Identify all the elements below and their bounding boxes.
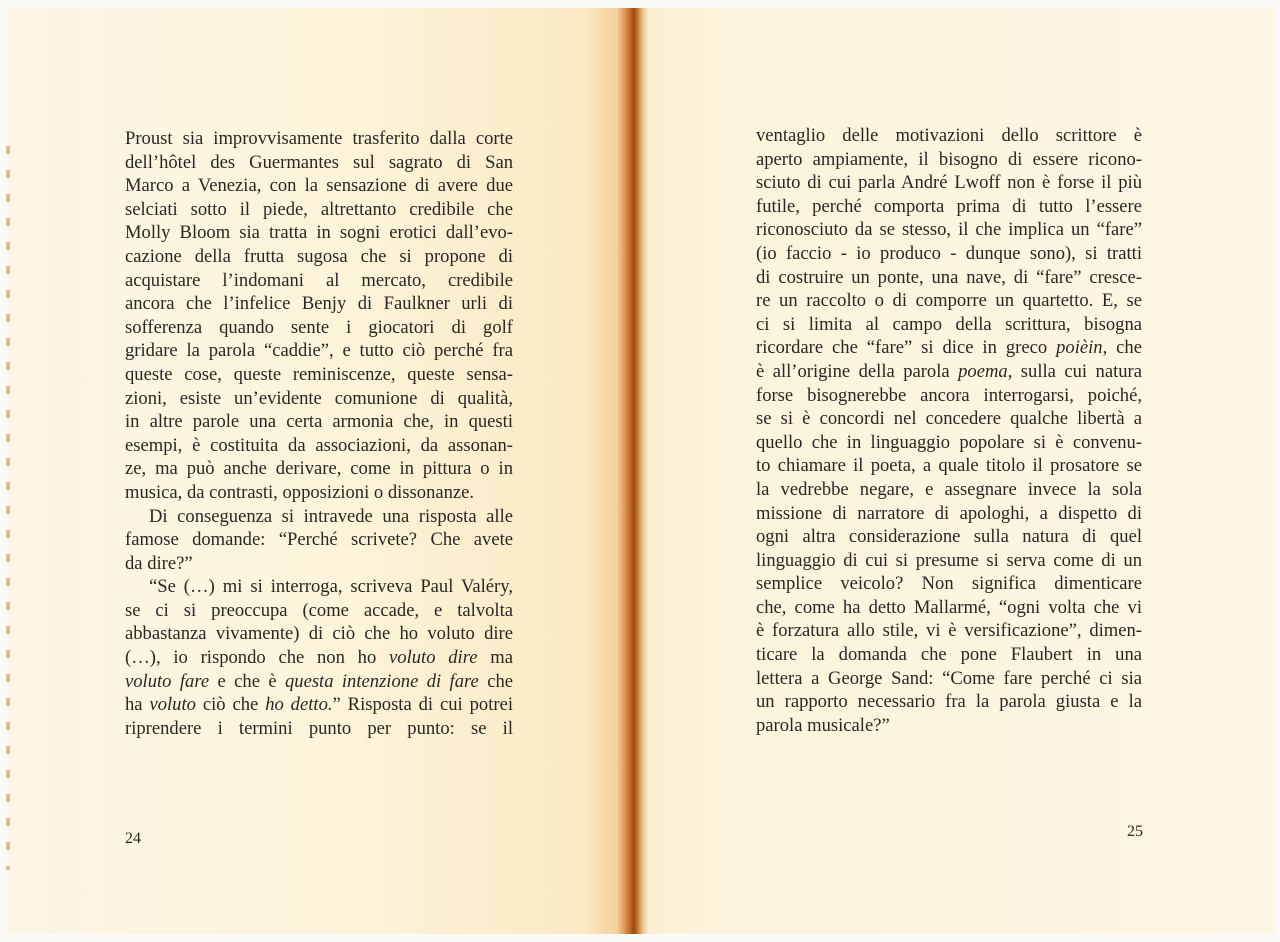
text-line	[125, 693, 513, 717]
italic-run: ho detto.	[265, 694, 333, 716]
text-line: Proust sia improvvisamente trasferito dalla corte	[125, 128, 513, 149]
italic-run: voluto fare	[125, 670, 210, 692]
text-line: un rapporto necessario fra la parola giusta e la	[756, 691, 1142, 713]
text-line	[756, 360, 1142, 384]
text-line	[125, 670, 513, 694]
text-line: zioni, esiste un’evidente comunione di qualità,	[125, 387, 513, 409]
text-line: acquistare l’indomani al mercato, credibile	[125, 269, 513, 291]
text-line: è forzatura allo stile, vi è versificazione”, dimen-	[756, 620, 1142, 642]
text-line: forse bisognerebbe ancora interrogarsi, poiché,	[756, 384, 1142, 406]
text-line: re un raccolto o di comporre un quartetto. E, se	[756, 290, 1142, 312]
right-page-body-text	[756, 124, 1142, 737]
text-line: se si è concordi nel concedere qualche libertà a	[756, 408, 1142, 430]
text-line: missione di narratore di apologhi, a dispetto di	[756, 502, 1142, 524]
text-line: se ci si preoccupa (come accade, e talvolta	[125, 599, 513, 621]
text-line: sofferenza quando sente i giocatori di golf	[125, 316, 513, 338]
text-line: selciati sotto il piede, altrettanto credibile che	[125, 198, 513, 220]
italic-run: poema	[958, 360, 1008, 382]
page-edge-marks	[6, 130, 10, 870]
text-line: lettera a George Sand: “Come fare perché ci sia	[756, 667, 1142, 689]
text-line: ventaglio delle motivazioni dello scrittore è	[756, 125, 1142, 146]
text-line: di costruire un ponte, una nave, di “fare” cresce-	[756, 266, 1142, 288]
text-line: “Se (…) mi si interroga, scriveva Paul Valéry,	[149, 576, 513, 598]
italic-run: poièin	[1056, 337, 1103, 359]
text-line: parola musicale?”	[756, 714, 890, 736]
text-line: queste cose, queste reminiscenze, queste sensa-	[125, 363, 513, 385]
text-run: è all’origine della parola	[756, 360, 959, 382]
text-line: in altre parole una certa armonia che, in questi	[125, 411, 513, 433]
text-line: abbastanza vivamente) di ciò che ho voluto dire	[125, 623, 513, 645]
text-line: cazione della frutta sugosa che si propone di	[125, 245, 513, 267]
text-line: ogni altra considerazione sulla natura di quel	[756, 526, 1142, 548]
page-number-left: 24	[125, 830, 141, 847]
text-line: ticare la domanda che pone Flaubert in una	[756, 644, 1142, 666]
text-line: quello che in linguaggio popolare si è convenu-	[756, 431, 1142, 453]
text-run: (…), io rispondo che non ho	[125, 647, 390, 669]
text-line: to chiamare il poeta, a quale titolo il prosatore se	[756, 455, 1142, 477]
text-line: famose domande: “Perché scrivete? Che avete	[125, 529, 513, 551]
text-line	[756, 336, 1142, 360]
text-line	[125, 646, 513, 670]
text-line: musica, da contrasti, opposizioni o dissonanze.	[125, 481, 475, 503]
text-line: gridare la parola “caddie”, e tutto ciò perché fra	[125, 340, 513, 362]
italic-run: voluto	[149, 694, 196, 716]
text-run: ricordare che “fare” si dice in greco	[756, 337, 1057, 359]
text-line: riconosciuto da se stesso, il che implica un “fare”	[756, 219, 1142, 241]
text-run: e che è	[209, 670, 285, 692]
page-number-right: 25	[1127, 823, 1143, 840]
text-run: , sulla cui natura	[1007, 360, 1142, 382]
text-line: dell’hôtel des Guermantes sul sagrato di San	[125, 151, 513, 173]
text-line: ancora che l’infelice Benjy di Faulkner urli di	[125, 293, 513, 315]
text-line: aperto ampiamente, il bisogno di essere ricono-	[756, 148, 1142, 170]
text-line: Marco a Venezia, con la sensazione di avere due	[125, 175, 513, 197]
text-line: Di conseguenza si intravede una risposta alle	[149, 505, 513, 527]
text-line: ze, ma può anche derivare, come in pittura o in	[125, 458, 513, 480]
text-run: ha	[125, 694, 150, 716]
text-line: semplice veicolo? Non significa dimenticare	[756, 573, 1142, 595]
text-run: , che	[1102, 337, 1142, 359]
text-run: ma	[477, 647, 513, 669]
text-line: ci si limita al campo della scrittura, bisogna	[756, 313, 1142, 335]
italic-run: questa intenzione di fare	[284, 670, 479, 692]
left-page-body-text	[125, 127, 513, 740]
text-line: da dire?”	[125, 552, 193, 574]
text-line: riprendere i termini punto per punto: se il	[125, 717, 513, 739]
text-line: sciuto di cui parla André Lwoff non è forse il più	[756, 172, 1142, 194]
text-line: che, come ha detto Mallarmé, “ogni volta che vi	[756, 596, 1142, 618]
text-run: che	[478, 670, 513, 692]
text-line: linguaggio di cui si presume si serva come di un	[756, 549, 1142, 571]
text-line: futile, perché comporta prima di tutto l’essere	[756, 195, 1142, 217]
text-run: ciò che	[195, 694, 266, 716]
text-line: (io faccio - io produco - dunque sono), si tratti	[756, 242, 1142, 264]
text-line: la vedrebbe negare, e assegnare invece la sola	[756, 478, 1142, 500]
text-line: esempi, è costituita da associazioni, da assonan-	[125, 434, 513, 456]
text-line: Molly Bloom sia tratta in sogni erotici dall’evo-	[125, 222, 513, 244]
italic-run: voluto dire	[389, 647, 478, 669]
text-run: ” Risposta di cui potrei	[332, 694, 513, 716]
book-spine-gutter	[618, 8, 650, 934]
